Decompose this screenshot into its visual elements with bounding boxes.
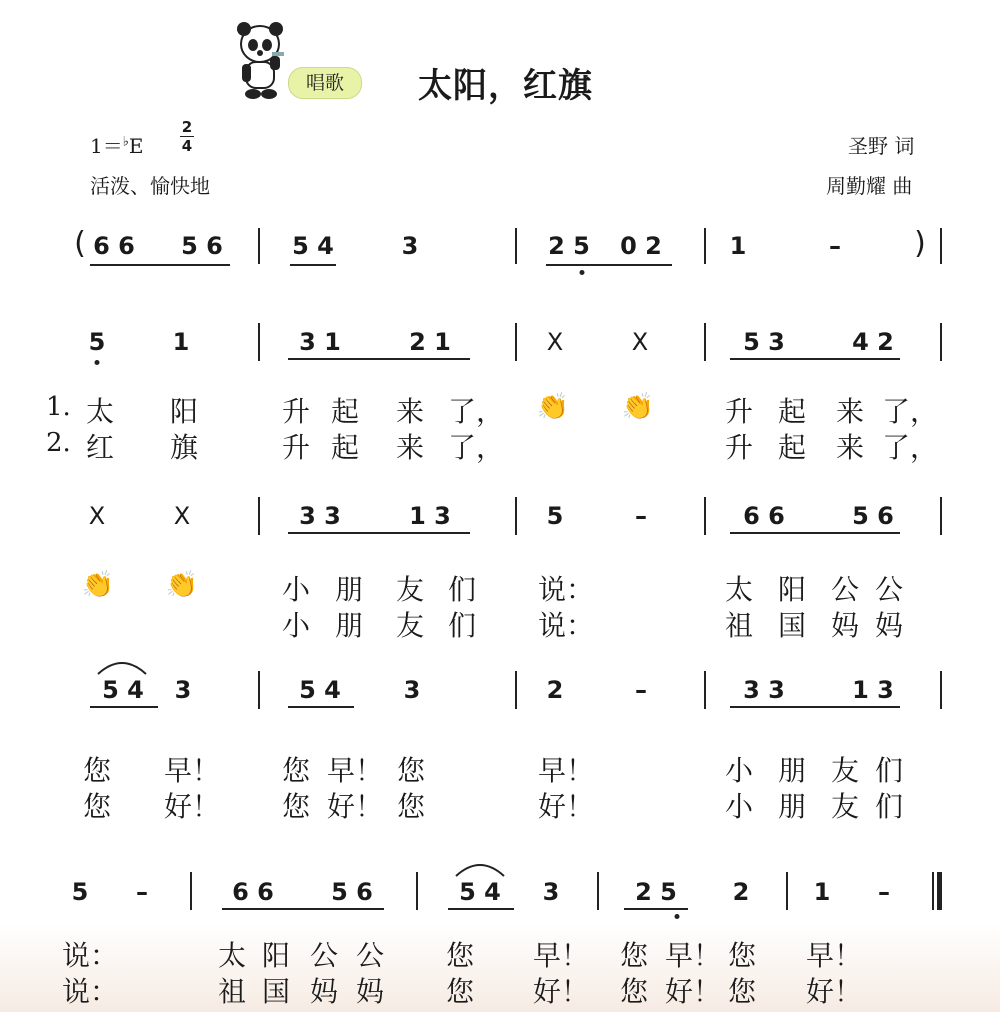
lyric: 好！ xyxy=(805,975,863,1008)
lyric: 小 xyxy=(281,573,311,606)
clap-mark: X xyxy=(173,502,191,530)
bar-line xyxy=(940,671,942,709)
note-group: 6 6 xyxy=(743,502,785,530)
lyric: 您 xyxy=(396,790,426,823)
lyric: 小 xyxy=(724,754,754,787)
bar-line xyxy=(515,671,517,709)
lyric: 小 xyxy=(281,609,311,642)
lyric: 们 xyxy=(874,754,904,787)
bar-line xyxy=(258,497,260,535)
lyric: 您 xyxy=(82,790,112,823)
lyric: 朋 xyxy=(777,790,807,823)
lyric: 们 xyxy=(447,573,477,606)
intro-close-paren: ) xyxy=(914,226,926,261)
lyric: 阳 xyxy=(261,939,291,972)
clap-mark: X xyxy=(88,502,106,530)
lyric: 了， xyxy=(447,395,505,428)
lyric: 早！ xyxy=(664,939,722,972)
final-bar-line-thick xyxy=(937,872,942,910)
lyric: 妈 xyxy=(355,975,385,1008)
lyric: 友 xyxy=(395,573,425,606)
lyric: 早！ xyxy=(805,939,863,972)
note: 2 xyxy=(732,878,750,906)
lyric: 国 xyxy=(261,975,291,1008)
beam xyxy=(90,706,158,708)
time-signature xyxy=(180,118,194,155)
lyric: 了， xyxy=(447,431,505,464)
lyric: 妈 xyxy=(874,609,904,642)
lyric: 早！ xyxy=(532,939,590,972)
lyric: 您 xyxy=(445,939,475,972)
note-group: 5 6 xyxy=(181,232,223,260)
time-signature-bottom: 4 xyxy=(181,137,193,155)
lyric: 公 xyxy=(355,939,385,972)
panda-singer-icon xyxy=(232,16,292,102)
lyric: 早！ xyxy=(326,754,384,787)
note: 5 xyxy=(71,878,89,906)
lyric: 们 xyxy=(874,790,904,823)
note: 1 xyxy=(729,232,747,260)
final-bar-line-thin xyxy=(932,872,934,910)
bar-line xyxy=(515,323,517,361)
note: 1 xyxy=(813,878,831,906)
lyric: 说： xyxy=(61,939,119,972)
lyric: 您 xyxy=(82,754,112,787)
bar-line xyxy=(940,228,942,264)
lyricist-credit: 圣野 词 xyxy=(848,134,915,158)
lyric: 公 xyxy=(309,939,339,972)
note: 3 xyxy=(174,676,192,704)
intro-open-paren: ( xyxy=(74,226,86,261)
lyric: 小 xyxy=(724,790,754,823)
dash: – xyxy=(635,676,647,704)
lyric: 起 xyxy=(777,431,807,464)
lyric: 来 xyxy=(395,395,425,428)
lyric: 说： xyxy=(537,573,595,606)
note: 1 xyxy=(172,328,190,356)
bar-line xyxy=(940,323,942,361)
lyric: 妈 xyxy=(830,609,860,642)
beam xyxy=(730,532,900,534)
beam xyxy=(222,908,384,910)
lyric: 升 xyxy=(724,431,754,464)
bar-line xyxy=(704,671,706,709)
key-note: E xyxy=(128,134,144,158)
beam xyxy=(624,908,688,910)
lyric: 好！ xyxy=(532,975,590,1008)
bar-line xyxy=(704,323,706,361)
note-group: 2 1 xyxy=(409,328,451,356)
note-group: 2 5 xyxy=(548,232,590,260)
lyric: 公 xyxy=(874,573,904,606)
note-group: 6 6 xyxy=(232,878,274,906)
low-octave-dot xyxy=(580,270,585,275)
verse-number: 2. xyxy=(46,428,71,458)
lyric: 您 xyxy=(445,975,475,1008)
lyric: 您 xyxy=(281,754,311,787)
lyric: 说： xyxy=(61,975,119,1008)
dash: – xyxy=(829,232,841,260)
beam xyxy=(290,264,336,266)
beam xyxy=(288,532,470,534)
lyric: 升 xyxy=(724,395,754,428)
bar-line xyxy=(190,872,192,910)
lyric: 了， xyxy=(881,395,939,428)
lyric: 您 xyxy=(619,939,649,972)
lyric: 阳 xyxy=(777,573,807,606)
beam xyxy=(288,358,470,360)
bar-line xyxy=(258,228,260,264)
bar-line xyxy=(515,497,517,535)
beam xyxy=(288,706,354,708)
bar-line xyxy=(704,497,706,535)
note-group: 3 3 xyxy=(299,502,341,530)
clap-mark: X xyxy=(546,328,564,356)
note: 5 xyxy=(546,502,564,530)
low-octave-dot xyxy=(95,360,100,365)
lyric: 升 xyxy=(281,395,311,428)
lyric: 您 xyxy=(396,754,426,787)
note-group: 5 4 xyxy=(459,878,501,906)
time-signature-top: 2 xyxy=(181,118,193,136)
beam xyxy=(546,264,672,266)
lyric: 旗 xyxy=(169,431,199,464)
bar-line xyxy=(786,872,788,910)
slur xyxy=(454,858,506,878)
key-signature xyxy=(90,130,143,159)
lyric: 太 xyxy=(85,395,115,428)
clap-hands-icon: 👏 xyxy=(165,570,199,600)
note-group: 4 2 xyxy=(852,328,894,356)
clap-hands-icon: 👏 xyxy=(621,392,655,422)
clap-hands-icon: 👏 xyxy=(81,570,115,600)
verse-number: 1. xyxy=(46,392,71,422)
lyric: 友 xyxy=(830,754,860,787)
sing-badge: 唱歌 xyxy=(288,67,362,99)
slur xyxy=(96,656,148,676)
lyric: 朋 xyxy=(334,609,364,642)
lyric: 妈 xyxy=(309,975,339,1008)
lyric: 起 xyxy=(330,431,360,464)
lyric: 来 xyxy=(835,431,865,464)
lyric: 祖 xyxy=(217,975,247,1008)
lyric: 太 xyxy=(217,939,247,972)
note-group: 6 6 xyxy=(93,232,135,260)
lyric: 了， xyxy=(881,431,939,464)
lyric: 友 xyxy=(830,790,860,823)
bar-line xyxy=(515,228,517,264)
lyric: 起 xyxy=(777,395,807,428)
beam xyxy=(90,264,230,266)
lyric: 红 xyxy=(85,431,115,464)
note-group: 5 4 xyxy=(292,232,334,260)
lyric: 好！ xyxy=(163,790,221,823)
lyric: 来 xyxy=(835,395,865,428)
note-group: 3 3 xyxy=(743,676,785,704)
note-group: 5 4 xyxy=(299,676,341,704)
beam xyxy=(448,908,514,910)
clap-hands-icon: 👏 xyxy=(536,392,570,422)
beam xyxy=(730,358,900,360)
note-group: 1 3 xyxy=(852,676,894,704)
note: 3 xyxy=(401,232,419,260)
lyric: 友 xyxy=(395,609,425,642)
lyric: 阳 xyxy=(169,395,199,428)
note-group: 3 1 xyxy=(299,328,341,356)
note-group: 5 3 xyxy=(743,328,785,356)
bar-line xyxy=(258,323,260,361)
dash: – xyxy=(635,502,647,530)
song-title: 太阳，红旗 xyxy=(418,66,593,106)
note: 3 xyxy=(403,676,421,704)
composer-credit: 周勤耀 曲 xyxy=(826,174,913,198)
bar-line xyxy=(704,228,706,264)
lyric: 国 xyxy=(777,609,807,642)
lyric: 起 xyxy=(330,395,360,428)
bar-line xyxy=(940,497,942,535)
lyric: 您 xyxy=(281,790,311,823)
lyric: 公 xyxy=(830,573,860,606)
lyric: 来 xyxy=(395,431,425,464)
clap-mark: X xyxy=(631,328,649,356)
lyric: 说： xyxy=(537,609,595,642)
lyric: 升 xyxy=(281,431,311,464)
bar-line xyxy=(597,872,599,910)
bar-line xyxy=(416,872,418,910)
lyric: 早！ xyxy=(163,754,221,787)
note-group: 2 5 xyxy=(635,878,677,906)
lyric: 您 xyxy=(727,975,757,1008)
lyric: 朋 xyxy=(334,573,364,606)
bar-line xyxy=(258,671,260,709)
lyric: 太 xyxy=(724,573,754,606)
lyric: 祖 xyxy=(724,609,754,642)
lyric: 好！ xyxy=(326,790,384,823)
lyric: 早！ xyxy=(537,754,595,787)
key-label: 1＝ xyxy=(90,134,123,158)
note-group: 5 6 xyxy=(852,502,894,530)
note-group: 1 3 xyxy=(409,502,451,530)
low-octave-dot xyxy=(675,914,680,919)
note-group: 5 4 xyxy=(102,676,144,704)
lyric: 们 xyxy=(447,609,477,642)
dash: – xyxy=(878,878,890,906)
lyric: 您 xyxy=(727,939,757,972)
tempo-marking: 活泼、愉快地 xyxy=(90,174,210,198)
dash: – xyxy=(136,878,148,906)
lyric: 您 xyxy=(619,975,649,1008)
note: 2 xyxy=(546,676,564,704)
note-group: 0 2 xyxy=(620,232,662,260)
lyric: 好！ xyxy=(537,790,595,823)
beam xyxy=(730,706,900,708)
lyric: 好！ xyxy=(664,975,722,1008)
note: 5 xyxy=(88,328,106,356)
note: 3 xyxy=(542,878,560,906)
flat-sign: ♭ xyxy=(122,134,129,150)
note-group: 5 6 xyxy=(331,878,373,906)
lyric: 朋 xyxy=(777,754,807,787)
